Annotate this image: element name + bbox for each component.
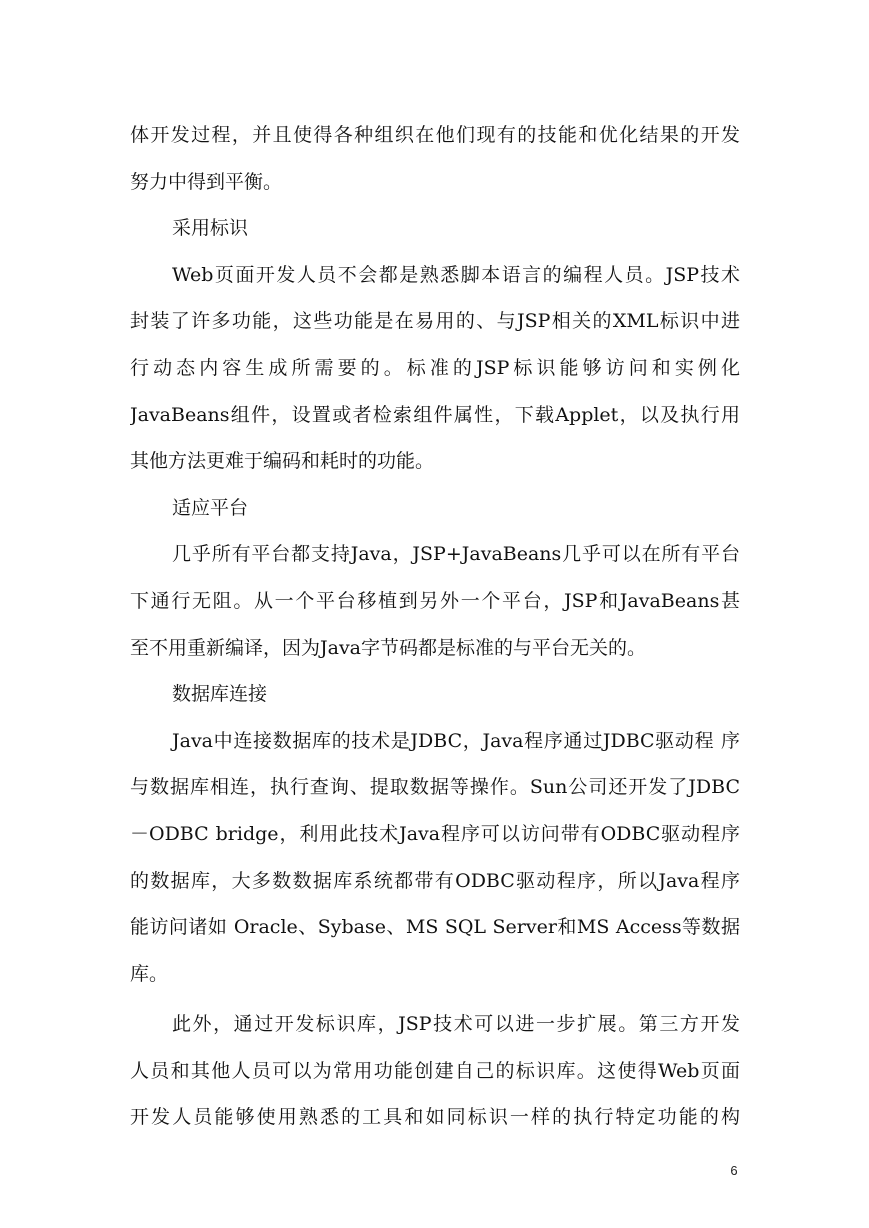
text-line: Web页面开发人员不会都是熟悉脚本语言的编程人员。JSP技术 — [172, 263, 740, 286]
text-line: 库。 — [130, 962, 169, 985]
text-line: Java中连接数据库的技术是JDBC，Java程序通过JDBC驱动程 序 — [172, 729, 740, 752]
text-line: 几乎所有平台都支持Java，JSP+JavaBeans几乎可以在所有平台 — [172, 543, 740, 566]
text-line: 与数据库相连，执行查询、提取数据等操作。Sun公司还开发了JDBC — [130, 776, 740, 799]
text-line: 此外，通过开发标识库，JSP技术可以进一步扩展。第三方开发 — [172, 1013, 740, 1036]
body-text — [130, 112, 740, 1141]
text-line: 封装了许多功能，这些功能是在易用的、与JSP相关的XML标识中进 — [130, 310, 740, 333]
section-heading-adopt-tags: 采用标识 — [172, 217, 249, 240]
section-heading-platform: 适应平台 — [172, 496, 249, 519]
text-line: 能访问诸如 Oracle、Sybase、MS SQL Server和MS Access等数据 — [130, 916, 740, 939]
section-heading-database: 数据库连接 — [172, 683, 268, 706]
page-number: 6 — [730, 1163, 738, 1178]
text-line: －ODBC bridge，利用此技术Java程序可以访问带有ODBC驱动程序 — [130, 822, 740, 845]
text-line: 其他方法更难于编码和耗时的功能。 — [130, 450, 435, 473]
text-line: 开发人员能够使用熟悉的工具和如同标识一样的执行特定功能的构 — [130, 1106, 740, 1129]
text-line: 的数据库，大多数数据库系统都带有ODBC驱动程序，所以Java程序 — [130, 869, 740, 892]
text-line: 努力中得到平衡。 — [130, 170, 283, 193]
text-line: 人员和其他人员可以为常用功能创建自己的标识库。这使得Web页面 — [130, 1059, 740, 1082]
text-line: JavaBeans组件，设置或者检索组件属性，下载Applet，以及执行用 — [130, 403, 740, 426]
text-line: 体开发过程，并且使得各种组织在他们现有的技能和优化结果的开发 — [130, 124, 740, 146]
text-line: 行动态内容生成所需要的。标准的JSP标识能够访问和实例化 — [130, 356, 740, 379]
text-line: 至不用重新编译，因为Java字节码都是标准的与平台无关的。 — [130, 636, 647, 659]
text-line: 下通行无阻。从一个平台移植到另外一个平台，JSP和JavaBeans甚 — [130, 589, 740, 612]
